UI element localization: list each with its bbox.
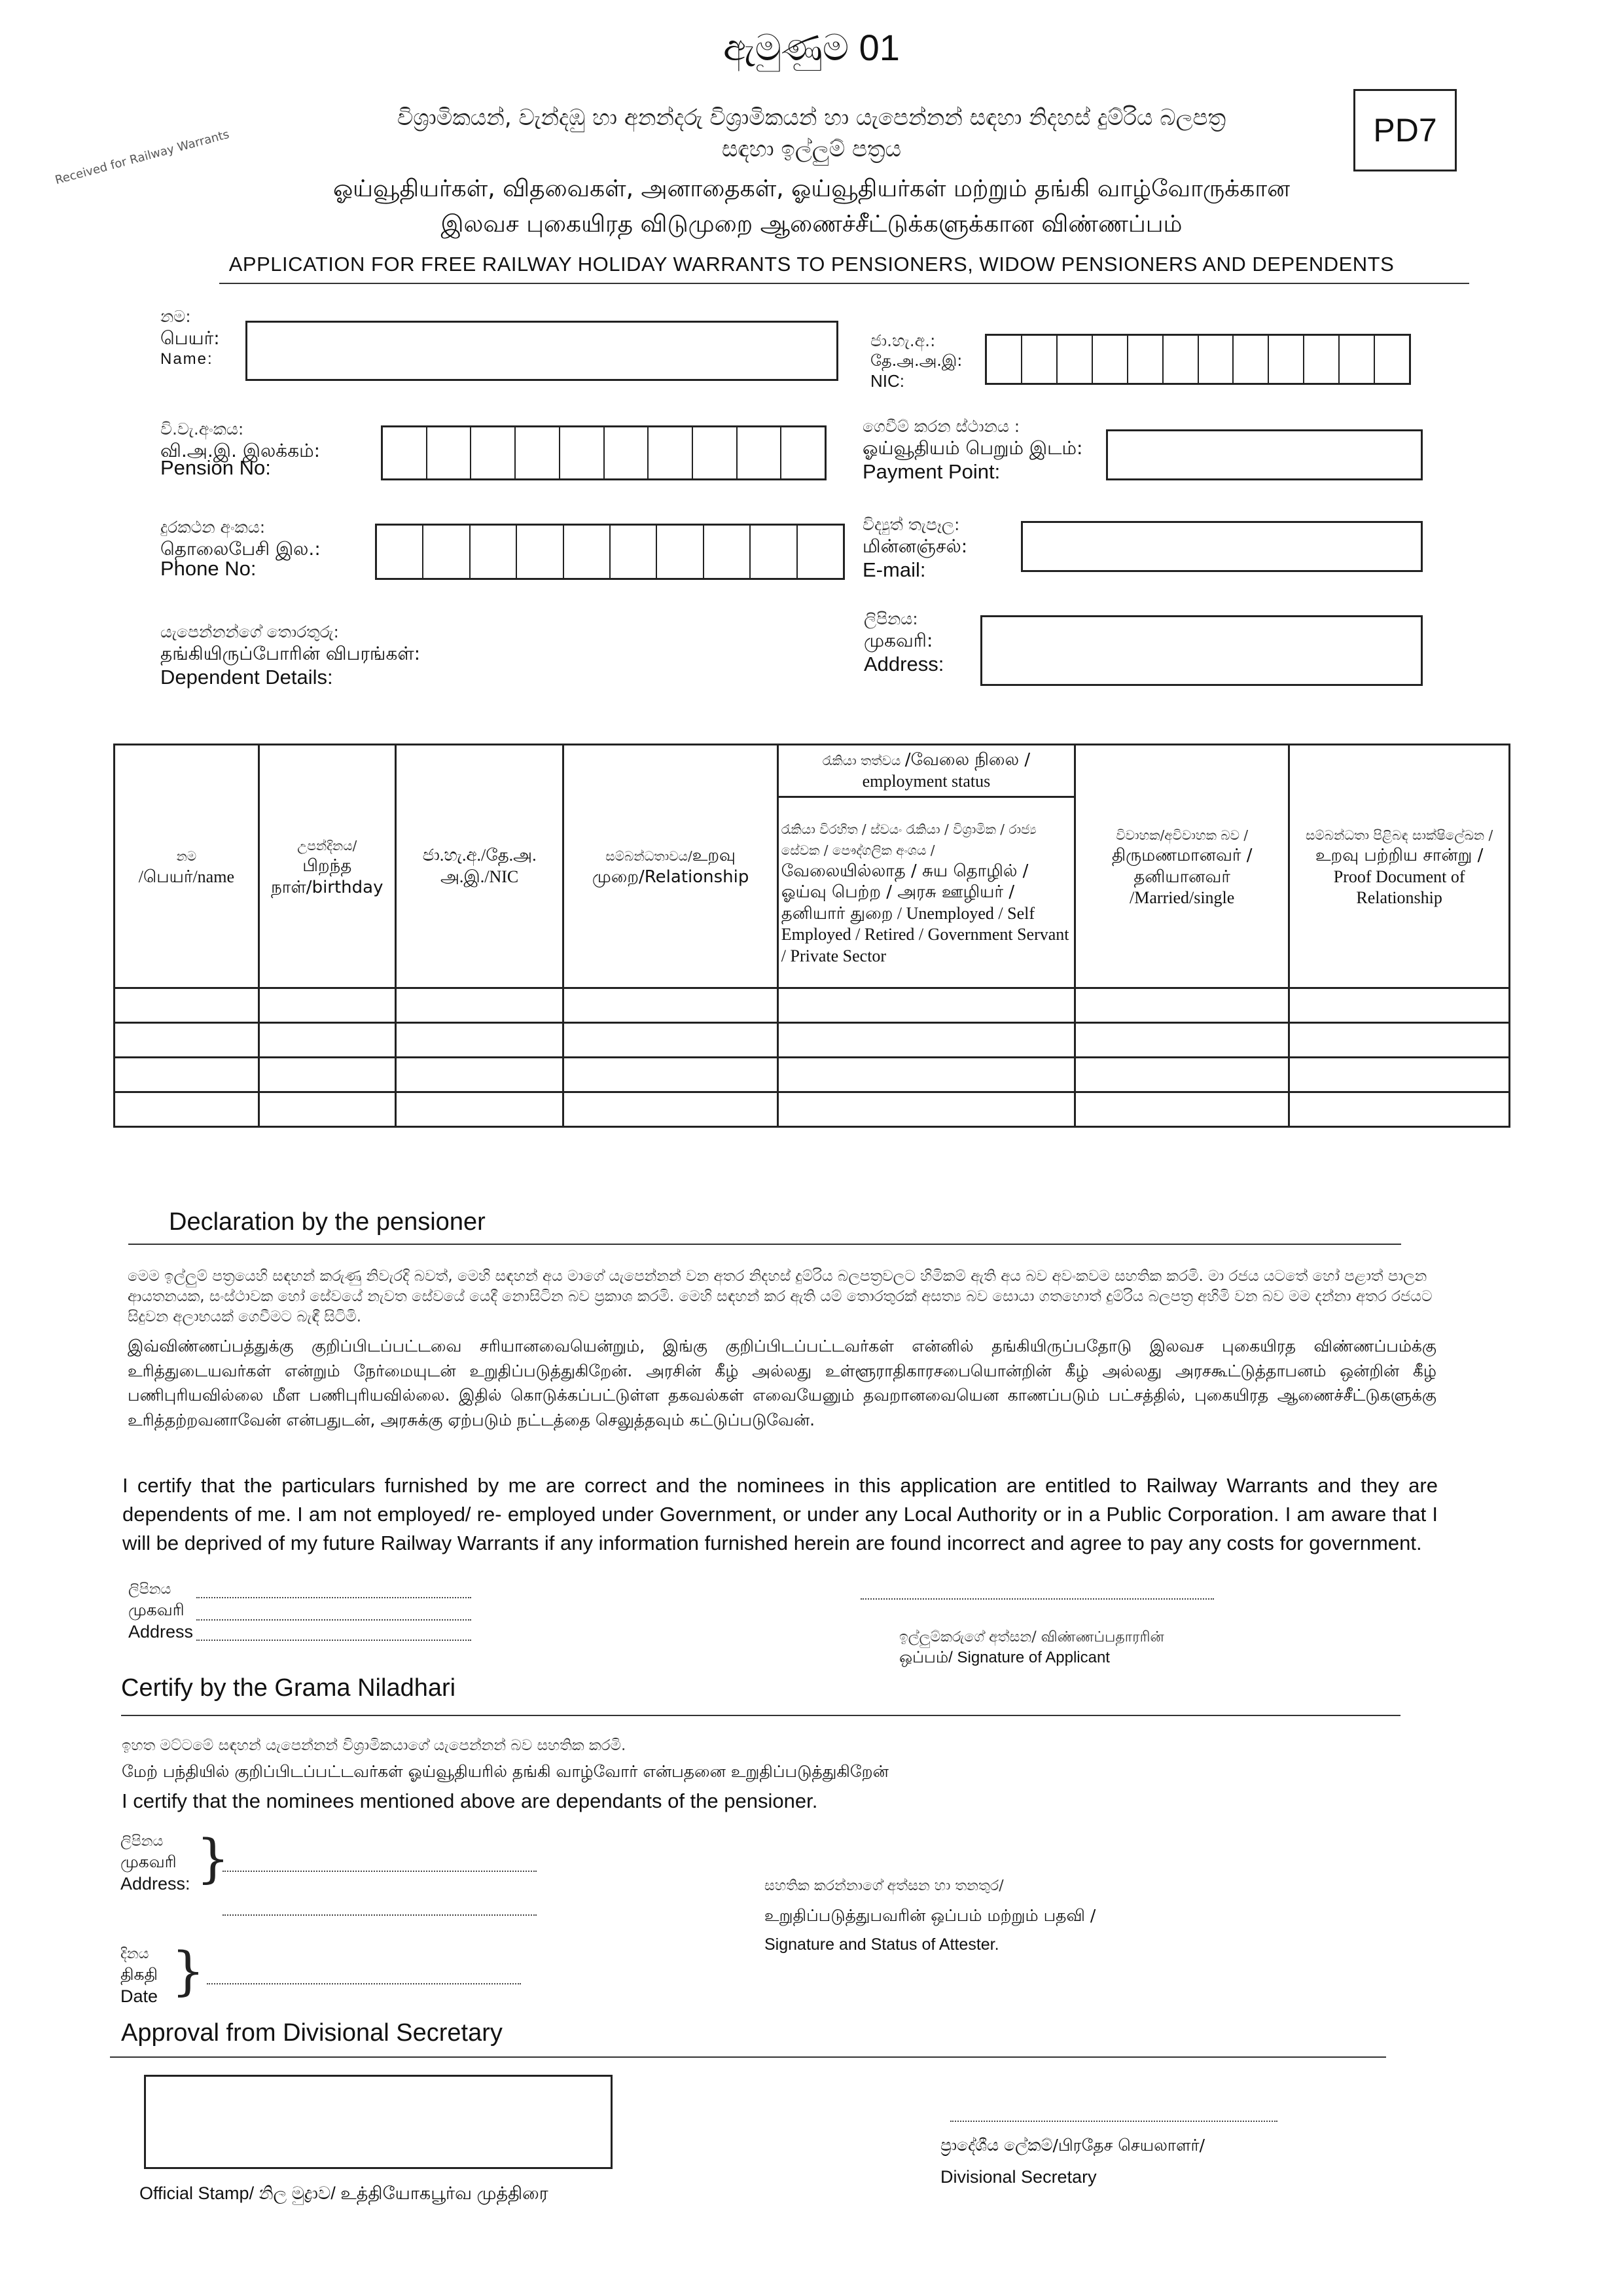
header-tamil-line2: இலவச புகையிரத விடுமுறை ஆணைச்சீட்டுக்களுக்கான விண்ணப்பம் xyxy=(440,211,1183,238)
declaration-tamil: இவ்விண்ணப்பத்துக்கு குறிப்பிடப்பட்டவை சரியானவையென்றும், இங்கு குறிப்பிடப்பட்டவர்கள் என்னில் தங்கியிருப்பதோடு இலவச புகையிரத விண்ணப்பம்க்கு உரித்துடையவர்கள் என்றும் நேர்மையுடன் உறுதிப்படுத்துகிறேன். அரசின் கீழ் அல்லது உள்ளூராதிகாரசபையொன்றின் கீழ் அல்லது அரசகூட்டுத்தாபனம் ஒன்றின் கீழ் பணிபுரியவில்லை மீள பணிபுரியவில்லை. இதில் கொடுக்கப்பட்டுள்ள தகவல்கள் எவையேனும் தவறானவையென காணப்படும் பட்சத்தில், புகையிரத ஆணைச்சீட்டுகளுக்கு உரித்தற்றவனாவேன் என்பதுடன், அரசுக்கு ஏற்படும் நட்டத்தை செலுத்தவும் கட்டுப்படுவேன். xyxy=(128,1336,1436,1429)
address-line-3[interactable] xyxy=(196,1640,471,1641)
page-number: ඇමුණුම 01 xyxy=(723,27,900,68)
phone-label: දුරකථන අංකය: தொலைபேசி இல.: Phone No: xyxy=(160,518,321,581)
grama-sinhala: ඉහත මට්ටමේ සඳහන් යැපෙන්නන් විශ්‍රාමිකයාගේ යැපෙන්නන් බව සහතික කරමි. xyxy=(122,1737,626,1754)
declaration-sinhala: මෙම ඉල්ලුම් පත්‍රයෙහි සඳහන් කරුණු නිවැරදි බවත්, මෙහි සඳහන් අය මාගේ යැපෙන්නන් වන අතර නිදහස් දුම්රිය බලපත්‍රවලට හිමිකම් ඇති අය බව අවංකවම සහතික කරමි. මා රජය යටතේ හෝ පළාත් පාලන ආයතනයක, සංස්ථාවක හෝ සේවයේ නැවත සේවයේ යෙදී නොසිටින බව ප්‍රකාශ කරමි. මෙහි සඳහන් කර ඇති යම් තොරතුරක් අසත්‍ය බව සොයා ගතහොත් දුම්රිය බලපත්‍ර අහිමි වන බව මම දන්නා අතර රජයට සිදුවන අලාභයක් ගෙවීමට බැඳී සිටිමි. xyxy=(128,1268,1433,1326)
pension-no-field[interactable] xyxy=(381,425,827,480)
declaration-address-label: ලිපිනය முகவரி Address xyxy=(128,1581,194,1642)
grama-date-label: දිනය திகதி Date xyxy=(120,1946,158,2007)
nic-field[interactable] xyxy=(985,334,1411,385)
table-row[interactable] xyxy=(115,988,1510,1023)
col-proof-header: සම්බන්ධතා පිළිබඳ සාක්ෂිලේඛන / உறவு பற்றிய சான்று / Proof Document of Relationship xyxy=(1289,745,1510,988)
attester-signature-label: සහතික කරන්නාගේ අත්සන හා තනතුර/ உறுதிப்படுத்துபவரின் ஒப்பம் மற்றும் பதவி / Signature and Status of Attester. xyxy=(764,1878,1096,1954)
grama-tamil: மேற் பந்தியில் குறிப்பிடப்பட்டவர்கள் ஓய்வூதியரில் தங்கி வாழ்வோர் என்பதனை உறுதிப்படுத்துகிறேன் xyxy=(122,1762,889,1781)
header-rule xyxy=(219,283,1469,284)
col-relationship-header: සම්බන්ධතාවය/உறவு முறை/Relationship xyxy=(563,745,777,988)
table-row[interactable] xyxy=(115,1058,1510,1092)
nic-label: ජා.හැ.අ.: தே.அ.அ.இ: NIC: xyxy=(870,331,963,391)
form-code-box: PD7 xyxy=(1353,89,1457,171)
official-stamp-label: Official Stamp/ නිල මුද්‍රාව/ உத்தியோகபூர்வ முத்திரை xyxy=(139,2183,548,2203)
address-label: ලිපිනය: முகவரி: Address: xyxy=(864,609,944,676)
grama-address-label: ලිපිනය முகவரி Address: xyxy=(120,1833,190,1894)
official-stamp-box[interactable] xyxy=(144,2075,613,2169)
declaration-title: Declaration by the pensioner xyxy=(169,1208,486,1236)
received-stamp: Received for Railway Warrants xyxy=(53,127,231,188)
grama-address-line-1[interactable] xyxy=(223,1871,537,1872)
header-tamil-line1: ஓய்வூதியர்கள், விதவைகள், அனாதைகள், ஓய்வூதியர்கள் மற்றும் தங்கி வாழ்வோருக்கான xyxy=(332,175,1291,202)
approval-rule xyxy=(110,2056,1386,2058)
email-label: විද්‍යුත් තැපෑල: மின்னஞ்சல்: E-mail: xyxy=(863,515,968,582)
header-sinhala-line2: සඳහා ඉල්ලුම් පත්‍රය xyxy=(721,136,902,162)
secretary-signature-line[interactable] xyxy=(950,2121,1277,2122)
address-field[interactable] xyxy=(980,615,1423,686)
grama-title: Certify by the Grama Niladhari xyxy=(121,1674,456,1702)
table-row[interactable] xyxy=(115,1023,1510,1058)
declaration-english: I certify that the particulars furnished by me are correct and the nominees in this application are entitled to Railway Warrants and they are dependents of me. I am not employed/ re- employed under Government, or under any Local Authority or in a Public Corporation. I am aware that I will be deprived of my future Railway Warrants if any information furnished herein are found incorrect and agree to pay any costs for government. xyxy=(122,1474,1438,1555)
payment-point-field[interactable] xyxy=(1106,429,1423,480)
applicant-signature-label: ඉල්ලුම්කරුගේ අත්සන/ விண்ணப்பதாரரின் ஒப்பம்/ Signature of Applicant xyxy=(899,1629,1164,1666)
col-birthday-header: උපන්දිනය/ பிறந்த நாள்/birthday xyxy=(259,745,395,988)
name-label: නම: பெயர்: Name: xyxy=(160,307,220,368)
table-row[interactable] xyxy=(115,1092,1510,1127)
payment-point-label: ගෙවීම් කරන ස්ථානය : ஓய்வூதியம் பெறும் இடம்: Payment Point: xyxy=(863,417,1083,484)
col-married-header: විවාහක/අවිවාහක බව / திருமணமானவர் /தனியானவர் /Married/single xyxy=(1075,745,1289,988)
col-employment-options: රැකියා විරහිත / ස්වයං රැකියා / විශ්‍රාමික / රාජ්‍ය සේවක / පෞද්ගලික අංශය / வேலையில்லாத / சுய தொழில் / ஓய்வு பெற்ற / அரசு ஊழியர் / தனியார் துறை / Unemployed / Self Employed / Retired / Government Servant / Private Sector xyxy=(777,797,1075,988)
date-brace: } xyxy=(171,1941,205,2001)
pension-no-label: වි.වැ.අංකය: வி.அ.இ. இலக்கம்: Pension No: xyxy=(160,420,321,480)
grama-date-line[interactable] xyxy=(207,1983,521,1984)
header-english-title: APPLICATION FOR FREE RAILWAY HOLIDAY WARRANTS TO PENSIONERS, WIDOW PENSIONERS AND DEPENDENTS xyxy=(228,253,1395,276)
email-field[interactable] xyxy=(1021,521,1423,572)
dependents-table xyxy=(113,744,1510,1128)
address-line-1[interactable] xyxy=(196,1597,471,1598)
divisional-secretary-label: ප්‍රාදේශීය ලේකම්/பிரதேச செயலாளர்/ Divisional Secretary xyxy=(940,2136,1205,2187)
declaration-rule xyxy=(128,1244,1401,1245)
col-name-header: නම /பெயர்/name xyxy=(115,745,259,988)
dependent-details-label: යැපෙන්නන්ගේ තොරතුරු: தங்கியிருப்போரின் விபரங்கள்: Dependent Details: xyxy=(160,622,421,689)
grama-address-line-2[interactable] xyxy=(223,1914,537,1916)
grama-rule xyxy=(121,1715,1400,1716)
name-field[interactable] xyxy=(245,321,838,381)
address-brace: } xyxy=(196,1828,230,1889)
approval-title: Approval from Divisional Secretary xyxy=(121,2019,503,2047)
col-employment-header: රැකියා තත්වය /வேலை நிலை / employment status xyxy=(777,745,1075,797)
address-line-2[interactable] xyxy=(196,1619,471,1621)
applicant-signature-line[interactable] xyxy=(861,1598,1214,1600)
phone-field[interactable] xyxy=(375,524,845,580)
col-nic-header: ජා.හැ.අ./தே.அ. அ.இ./NIC xyxy=(395,745,563,988)
grama-english: I certify that the nominees mentioned above are dependants of the pensioner. xyxy=(122,1789,818,1812)
header-sinhala-line1: විශ්‍රාමිකයන්, වැන්දඹු හා අනන්දරු විශ්‍රාමිකයන් හා යැපෙන්නන් සඳහා නිදහස් දුම්රිය බලපත්‍ර xyxy=(397,105,1226,131)
